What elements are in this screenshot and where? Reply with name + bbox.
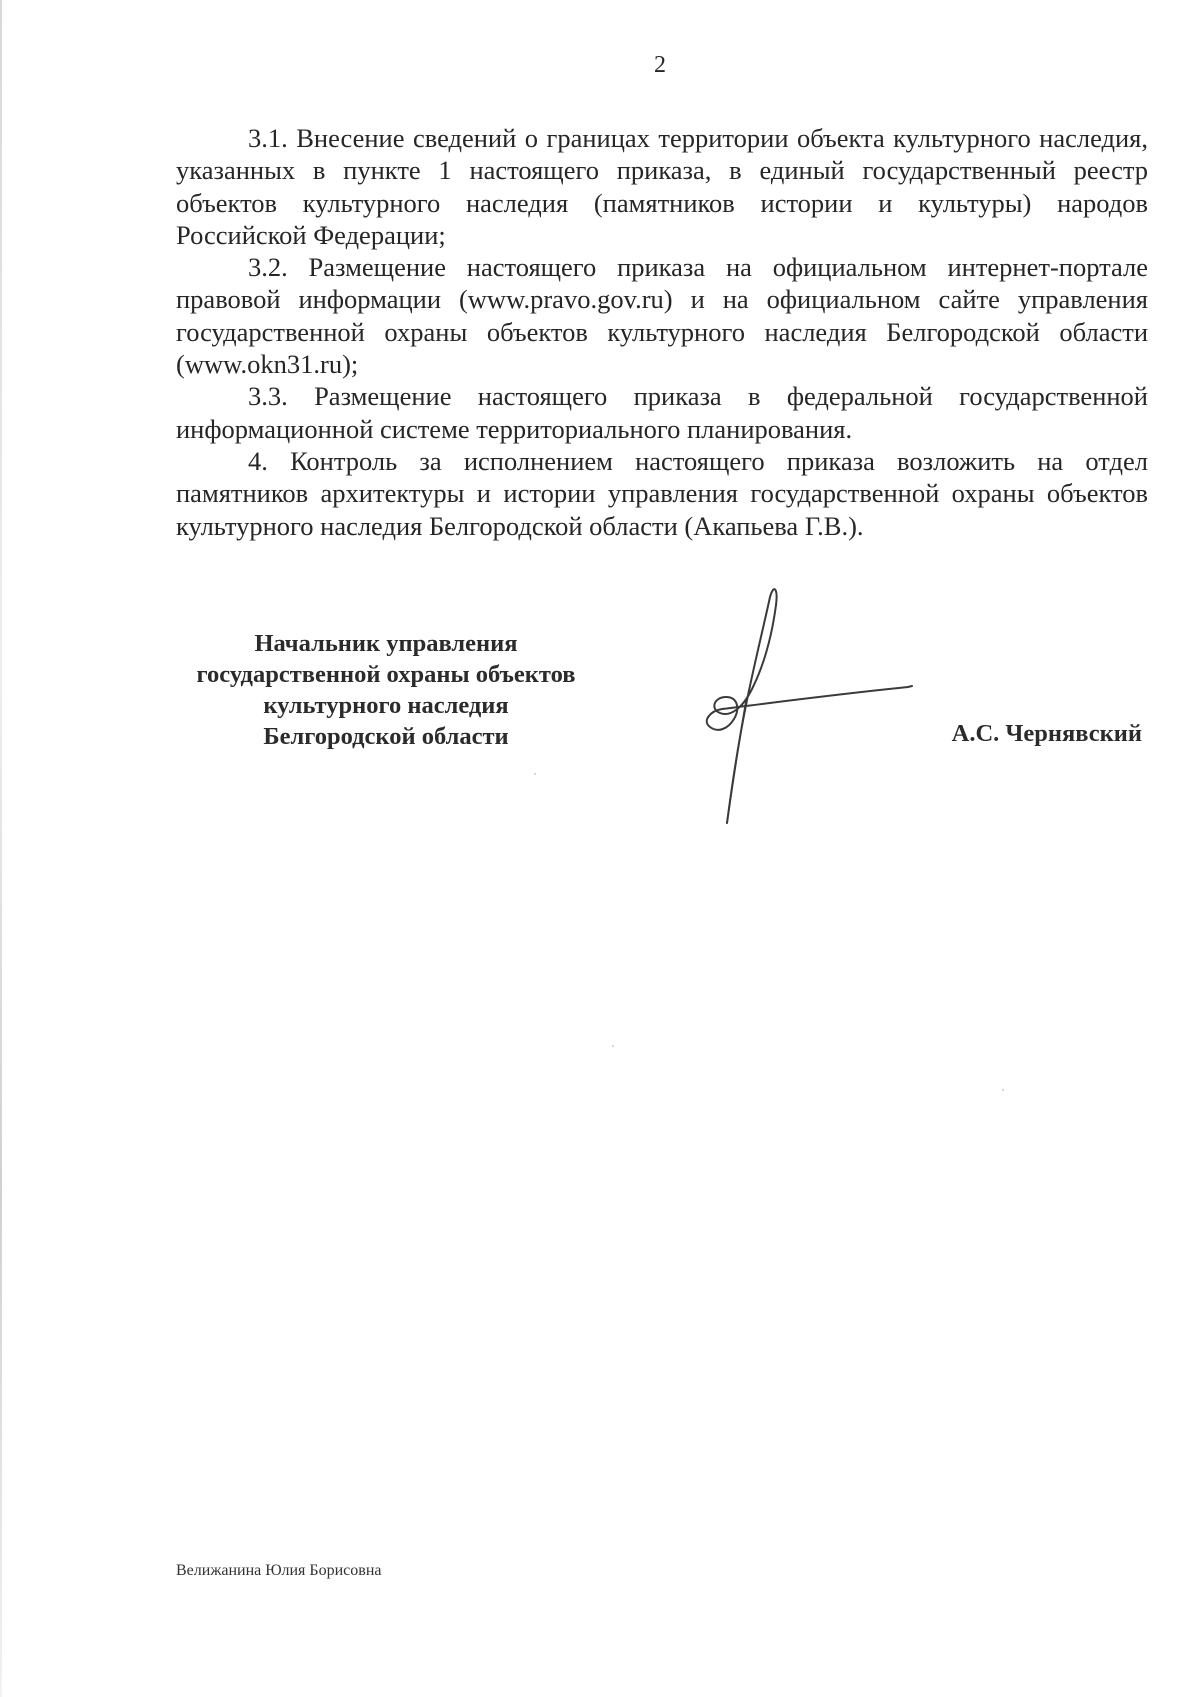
paragraph-3-3: 3.3. Размещение настоящего приказа в федеральной государственной информационной системе территориального планирования.	[176, 381, 1148, 444]
signatory-position	[176, 628, 596, 752]
scan-speck	[534, 773, 536, 775]
paragraph-3-2: 3.2. Размещение настоящего приказа на официальном интернет-портале правовой информации (www.pravo.gov.ru) и на официальном сайте управления государственной охраны объектов культурного наследия Белгородской области (www.okn31.ru);	[176, 252, 1148, 380]
signature-stroke	[727, 701, 746, 823]
signatory-position-line: культурного наследия	[263, 692, 509, 719]
signature-stroke	[707, 589, 912, 823]
signatory-position-line: государственной охраны объектов	[196, 661, 576, 688]
paragraph-3-1: 3.1. Внесение сведений о границах территории объекта культурного наследия, указанных в пункте 1 настоящего приказа, в единый государственный реестр объектов культурного наследия (памятников истории и культуры) народов Российской Федерации;	[176, 123, 1148, 250]
paragraph-4: 4. Контроль за исполнением настоящего приказа возложить на отдел памятников архитектуры и истории управления государственной охраны объектов культурного наследия Белгородской области (Акапьева Г.В.).	[176, 445, 1148, 541]
handwritten-signature	[680, 585, 930, 825]
executor-name: Велижанина Юлия Борисовна	[176, 1562, 382, 1579]
scan-edge	[0, 0, 2, 1697]
signer-name: А.С. Чернявский	[951, 720, 1142, 747]
signatory-position-line: Белгородской области	[263, 723, 509, 750]
page-number: 2	[654, 52, 666, 78]
document-body	[176, 122, 1148, 542]
scan-speck	[1002, 1089, 1004, 1091]
scan-speck	[612, 1045, 614, 1047]
signatory-position-line: Начальник управления	[254, 630, 518, 657]
